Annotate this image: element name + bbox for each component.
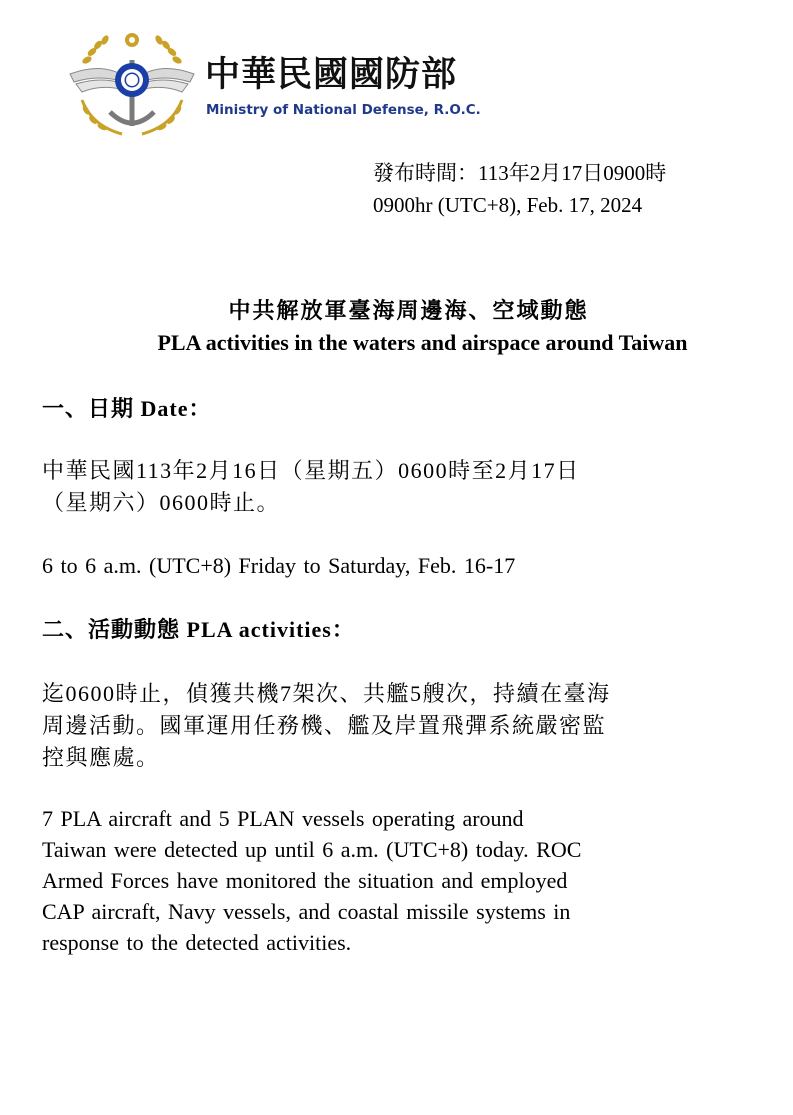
- date-zh-line: （星期六）0600時止。: [42, 490, 281, 515]
- document-title: [0, 295, 793, 359]
- title-en: PLA activities in the waters and airspace around Taiwan: [157, 330, 688, 355]
- date-section-heading: 一、日期 Date：: [42, 396, 212, 421]
- release-time-zh: 發布時間：113年2月17日0900時: [373, 161, 667, 185]
- date-zh-line: 中華民國113年2月16日（星期五）0600時至2月17日: [42, 458, 580, 483]
- activities-en-line: Armed Forces have monitored the situation and employed: [42, 868, 568, 893]
- activities-zh-line: 迄0600時止，偵獲共機7架次、共艦5艘次，持續在臺海: [42, 681, 611, 706]
- activities-en-paragraph: [42, 803, 754, 958]
- activities-zh-line: 周邊活動。國軍運用任務機、艦及岸置飛彈系統嚴密監: [42, 713, 607, 738]
- activities-en-line: response to the detected activities.: [42, 930, 352, 955]
- activities-en-line: 7 PLA aircraft and 5 PLAN vessels operating around: [42, 806, 524, 831]
- activities-zh-paragraph: [42, 678, 754, 774]
- release-time: [373, 157, 666, 221]
- activities-zh-line: 控與應處。: [42, 745, 160, 770]
- title-zh: 中共解放軍臺海周邊海、空域動態: [228, 298, 589, 323]
- activities-en-line: CAP aircraft, Navy vessels, and coastal missile systems in: [42, 899, 571, 924]
- activities-en-line: Taiwan were detected up until 6 a.m. (UTC+8) today. ROC: [42, 837, 582, 862]
- date-zh-paragraph: [42, 455, 754, 519]
- mnd-emblem-logo: [62, 30, 202, 140]
- release-time-en: 0900hr (UTC+8), Feb. 17, 2024: [373, 193, 643, 217]
- org-name-en: Ministry of National Defense, R.O.C.: [206, 102, 481, 118]
- date-en-paragraph: 6 to 6 a.m. (UTC+8) Friday to Saturday, Feb. 16-17: [42, 553, 516, 578]
- org-name-zh: 中華民國國防部: [205, 55, 458, 95]
- activities-section-heading: 二、活動動態 PLA activities：: [42, 617, 355, 642]
